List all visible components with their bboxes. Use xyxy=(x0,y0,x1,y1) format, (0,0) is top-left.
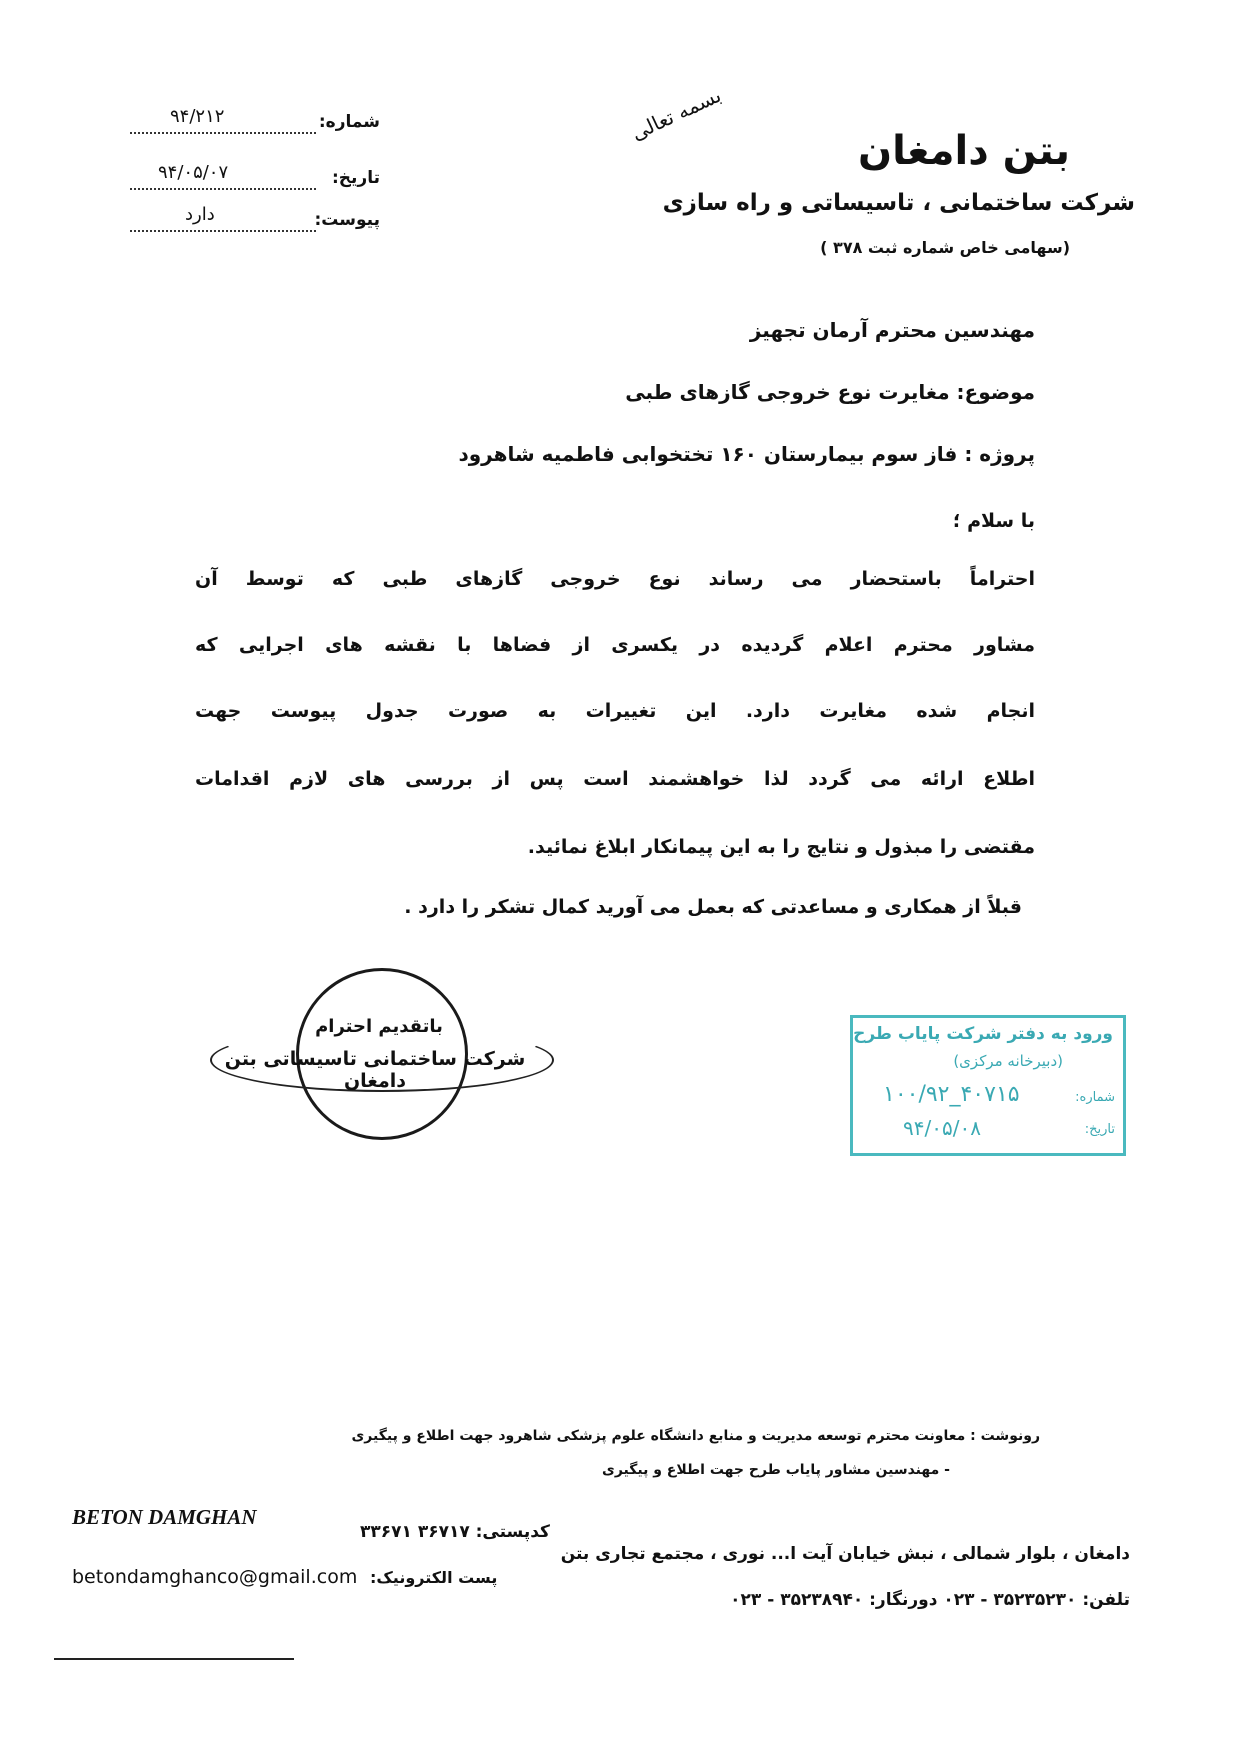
cc-line: رونوشت : معاونت محترم توسعه مدیریت و منابع دانشگاه علوم پزشکی شاهرود جهت اطلاع و پیگیری xyxy=(351,1428,1040,1444)
body-line: احتراماً باستحضار می رساند نوع خروجی گازهای طبی که توسط آن xyxy=(195,568,1035,590)
received-stamp xyxy=(850,1015,1126,1156)
footer-postal-code: کدپستی: ۳۶۷۱۷ ۳۳۶۷۱ xyxy=(360,1522,550,1542)
signature-regards: باتقدیم احترام xyxy=(315,1016,443,1037)
letter-attachment-value: دارد xyxy=(185,204,215,225)
received-stamp-number: ۱۰۰/۹۲_۴۰۷۱۵ xyxy=(883,1082,1020,1107)
footer-phone: تلفن: ۳۵۲۳۵۲۳۰ - ۰۲۳ دورنگار: ۳۵۲۳۸۹۴۰ - ۰۲۳ xyxy=(730,1590,1130,1610)
letter-number-label: شماره: xyxy=(318,112,380,132)
letter-date-field xyxy=(130,162,380,198)
body-line: مشاور محترم اعلام گردیده در یکسری از فضاها با نقشه های اجرایی که xyxy=(195,634,1035,656)
letter-attachment-field xyxy=(130,204,380,240)
received-stamp-title: ورود به دفتر شرکت پایاب طرح xyxy=(853,1024,1113,1044)
letter-date-value: ۹۴/۰۵/۰۷ xyxy=(158,162,229,183)
signature-block xyxy=(210,968,550,1138)
received-stamp-subtitle: (دبیرخانه مرکزی) xyxy=(953,1052,1063,1070)
recipient: مهندسین محترم آرمان تجهیز xyxy=(749,318,1035,342)
salutation: با سلام ؛ xyxy=(952,510,1035,532)
footer-address: دامغان ، بلوار شمالی ، نبش خیابان آیت ا... نوری ، مجتمع تجاری بتن xyxy=(560,1544,1130,1564)
body-line: مقتضی را مبذول و نتایج را به این پیمانکار ابلاغ نمائید. xyxy=(527,836,1035,858)
body-line: اطلاع ارائه می گردد لذا خواهشمند است پس از بررسی های لازم اقدامات xyxy=(195,768,1035,790)
closing: قبلاً از همکاری و مساعدتی که بعمل می آورید کمال تشکر را دارد . xyxy=(404,896,1022,918)
body-line: انجام شده مغایرت دارد. این تغییرات به صورت جدول پیوست جهت xyxy=(195,700,1035,722)
subject: موضوع: مغایرت نوع خروجی گازهای طبی xyxy=(625,380,1035,404)
letter-date-label: تاریخ: xyxy=(332,168,380,188)
footer-divider xyxy=(54,1658,294,1660)
footer-email: betondamghanco@gmail.com xyxy=(72,1566,358,1588)
footer-email-label: پست الکترونیک: xyxy=(370,1568,498,1587)
cc-line: - مهندسین مشاور پایاب طرح جهت اطلاع و پیگیری xyxy=(601,1462,950,1478)
company-name: بتن دامغان xyxy=(857,128,1070,174)
letter-number-value: ۹۴/۲۱۲ xyxy=(170,106,225,127)
received-stamp-date-label: تاریخ: xyxy=(1084,1122,1115,1137)
project: پروژه : فاز سوم بیمارستان ۱۶۰ تختخوابی فاطمیه شاهرود xyxy=(458,442,1035,466)
received-stamp-number-label: شماره: xyxy=(1075,1090,1115,1105)
received-stamp-date: ۹۴/۰۵/۰۸ xyxy=(903,1116,981,1140)
letter-attachment-label: پیوست: xyxy=(314,210,380,230)
footer-brand: BETON DAMGHAN xyxy=(72,1505,257,1529)
bismillah: بسمه تعالی xyxy=(627,82,725,146)
company-description: شرکت ساختمانی ، تاسیساتی و راه سازی xyxy=(662,190,1135,216)
signature-company: شرکت ساختمانی تاسیساتی بتن دامغان xyxy=(224,1048,526,1092)
company-registration: (سهامی خاص شماره ثبت ۳۷۸ ) xyxy=(820,238,1070,257)
letter-number-field xyxy=(130,106,380,142)
